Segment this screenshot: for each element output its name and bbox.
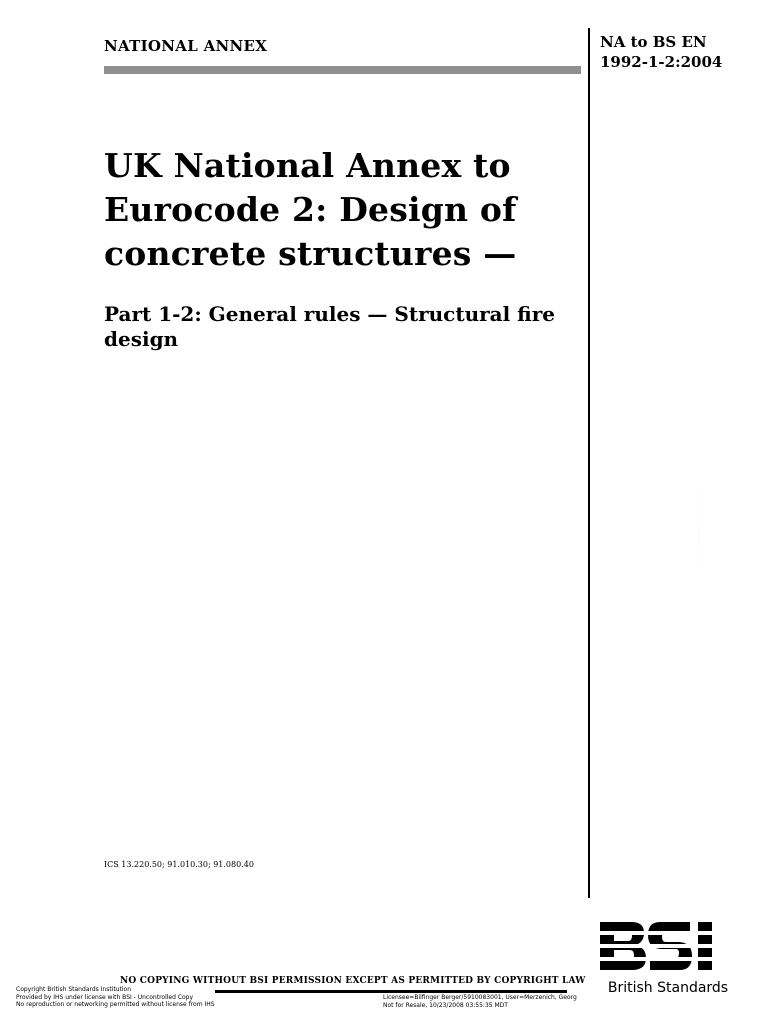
footer-left-line3: No reproduction or networking permitted without license from IHS [16,1001,215,1008]
document-title-line1: UK National Annex to [104,146,511,185]
document-subtitle-line1: Part 1-2: General rules — Structural fire [104,302,555,326]
footer-left-line2: Provided by IHS under license with BSI - Uncontrolled Copy [16,993,194,1001]
copyright-notice: NO COPYING WITHOUT BSI PERMISSION EXCEPT AS PERMITTED BY COPYRIGHT LAW [120,976,586,986]
bsi-logo-name: British Standards [607,980,729,996]
footer-right-line2: Not for Resale, 10/23/2008 03:55:35 MDT [383,1001,508,1009]
document-number-line1: NA to BS EN [600,33,707,51]
header-label: NATIONAL ANNEX [104,37,268,55]
document-number [600,32,722,72]
document-subtitle [104,302,584,352]
vertical-divider [588,28,590,898]
document-number-line2: 1992-1-2:2004 [600,53,723,71]
footer-license-right [383,994,577,1009]
bsi-logo [598,922,738,984]
ics-codes: ICS 13.220.50; 91.010.30; 91.080.40 [104,860,254,869]
document-subtitle-line2: design [104,327,179,351]
header-rule [104,66,581,74]
footer-license-left [16,986,215,1009]
footer-right-line1: Licensee=Bilfinger Berger/5910083001, User=Merzenich, Georg [383,994,577,1001]
document-title [104,144,574,276]
document-title-line3: concrete structures — [104,234,517,273]
footer-left-line1: Copyright British Standards Institution [16,986,132,993]
document-title-line2: Eurocode 2: Design of [104,190,517,229]
vertical-watermark: · · · · · · · · · · · · · · · · · · · · · · · · · · · · [697,492,702,562]
